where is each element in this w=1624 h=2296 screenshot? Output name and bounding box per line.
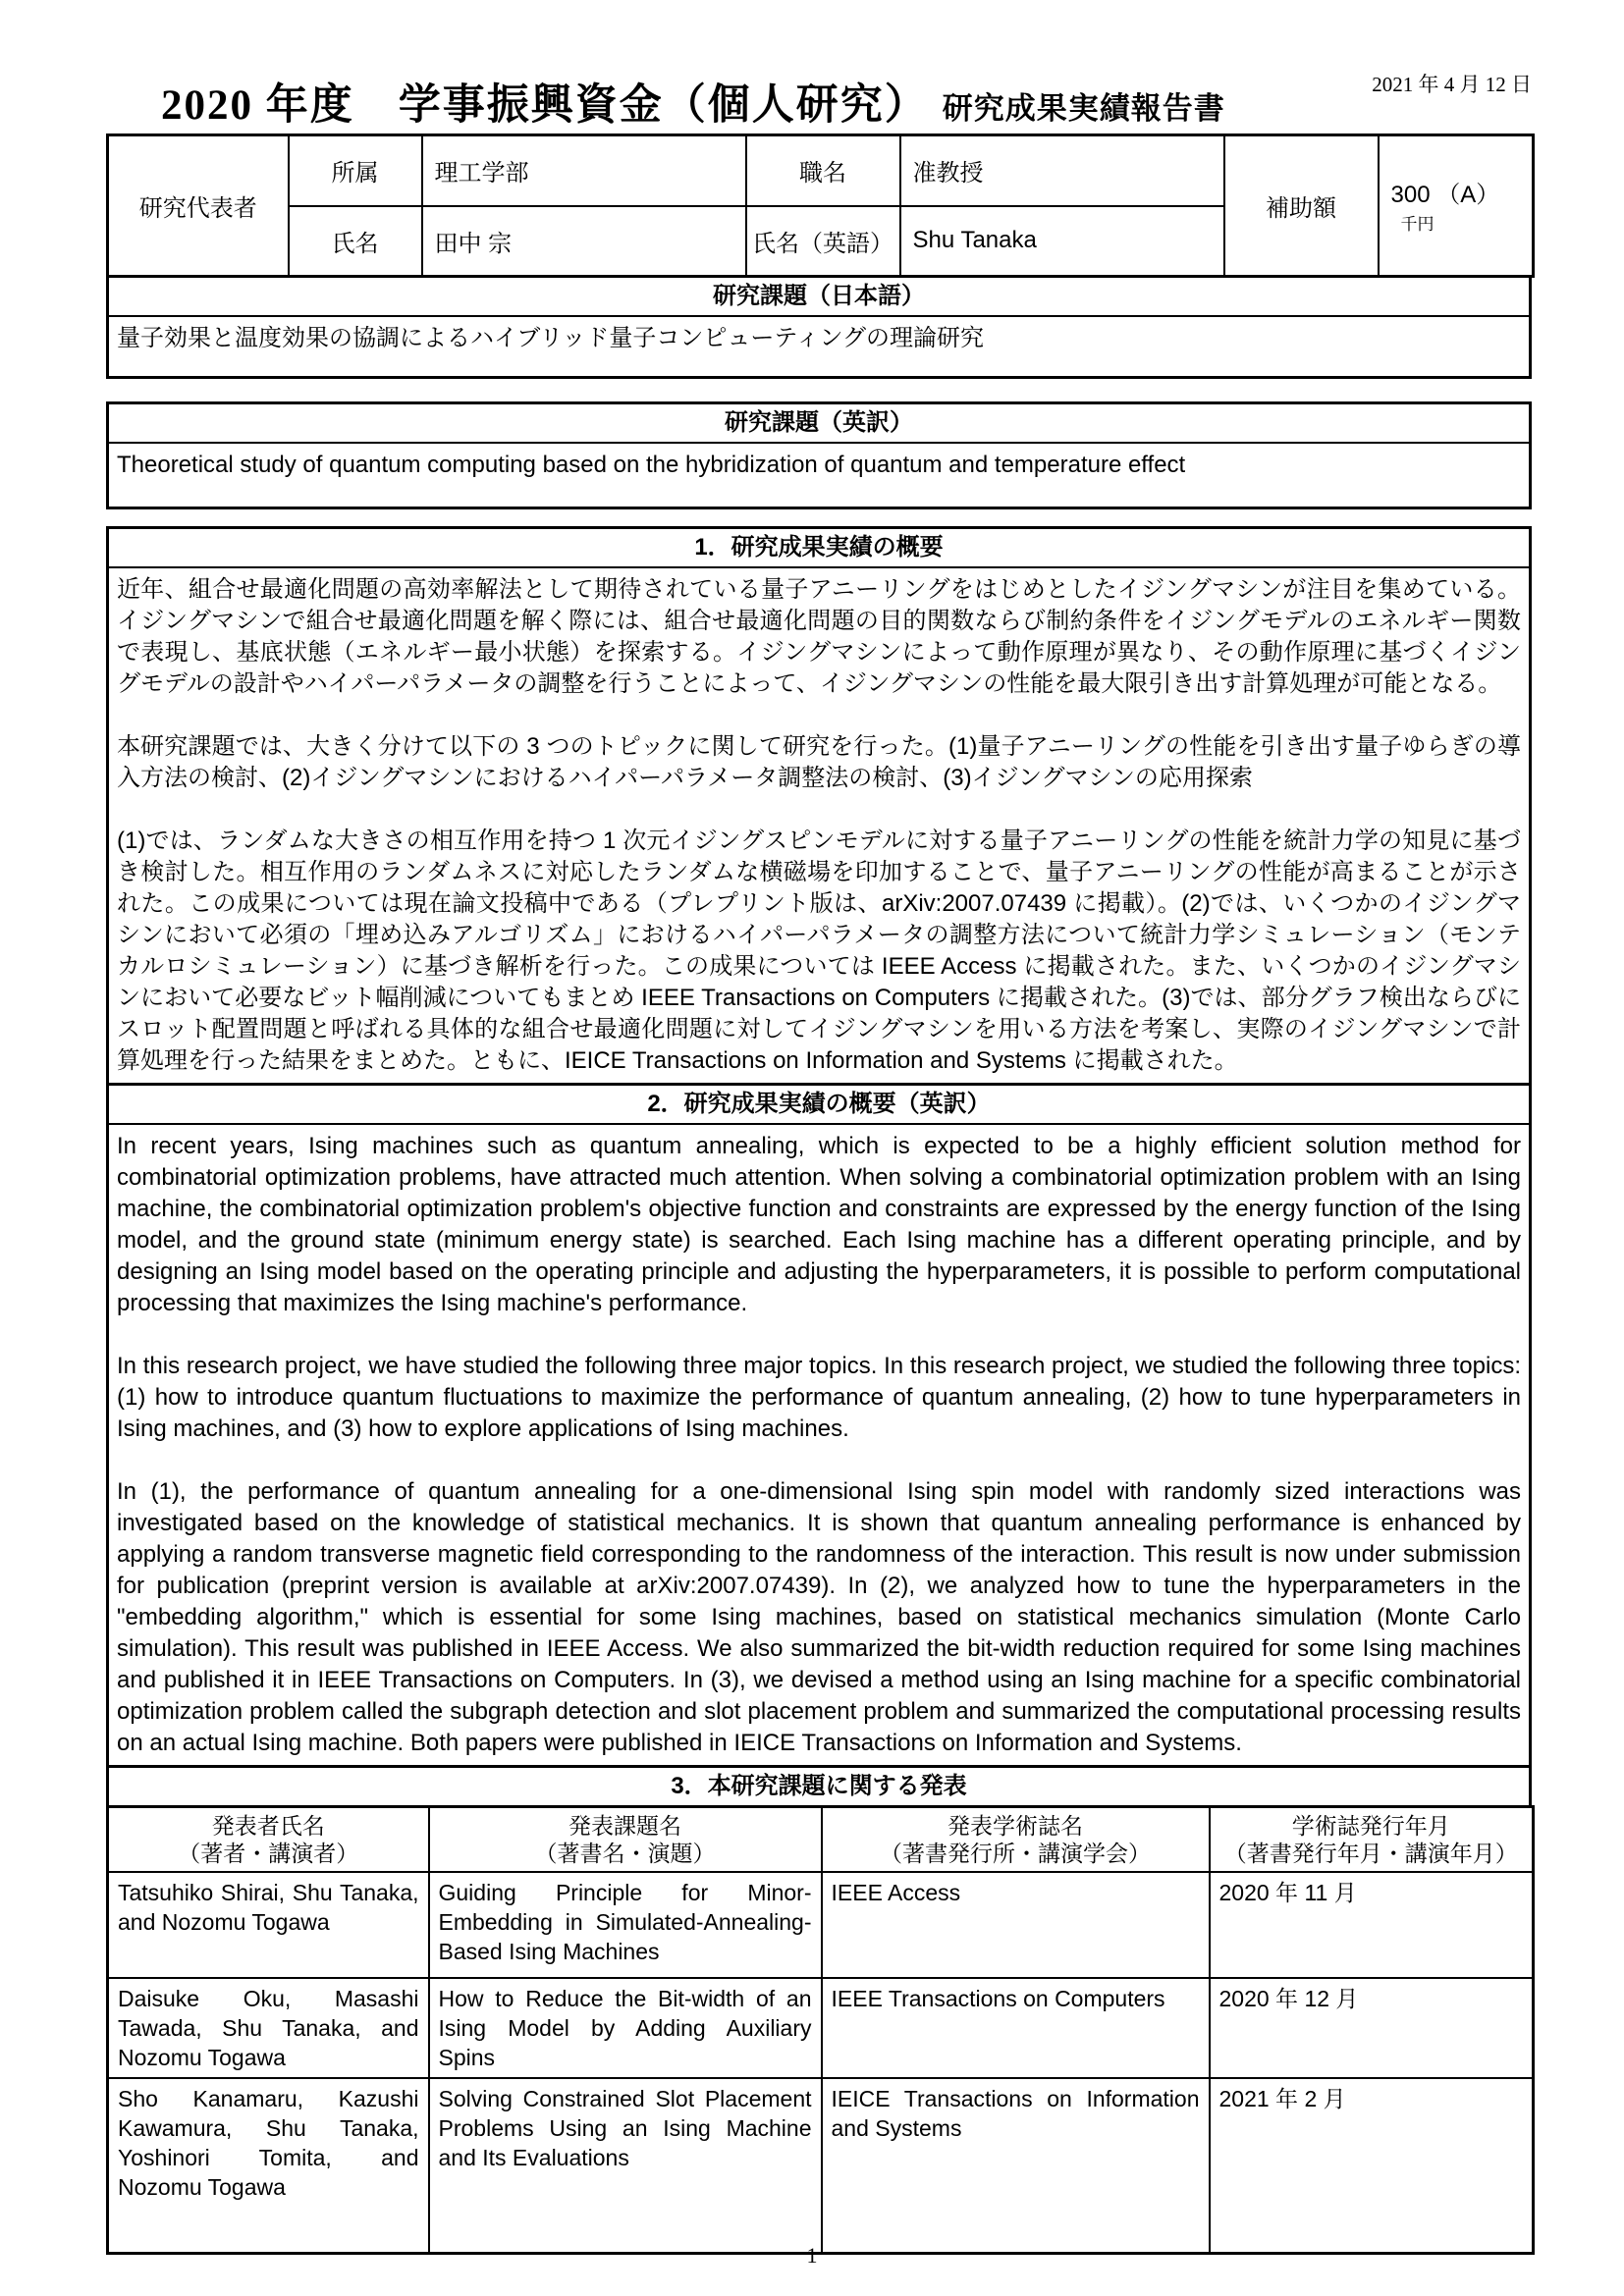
- column-header-line: 学術誌発行年月: [1291, 1813, 1450, 1839]
- column-header-line: （著書発行所・講演学会）: [880, 1841, 1151, 1866]
- publications-heading: 3．本研究課題に関する発表: [671, 1773, 967, 1799]
- section-gap: [106, 509, 1532, 526]
- topic-ja-heading: 研究課題（日本語）: [109, 278, 1529, 317]
- name-label: 氏名: [289, 206, 422, 277]
- summary-en-section: [106, 1083, 1532, 1768]
- publication-row: [108, 1978, 1534, 2078]
- journal-cell: IEEE Access: [822, 1872, 1210, 1978]
- date-cell: 2020 年 12 月: [1210, 1978, 1534, 2078]
- column-header-line: 発表課題名: [568, 1813, 681, 1839]
- summary-ja-section: [106, 526, 1532, 1086]
- column-header-line: （著書発行年月・講演年月）: [1223, 1841, 1518, 1866]
- title-cell: How to Reduce the Bit-width of an Ising Model by Adding Auxiliary Spins: [429, 1978, 822, 2078]
- paragraph: In (1), the performance of quantum annealing for a one-dimensional Ising spin model with randomly sized interactions was investigated based on the knowledge of statistical mechanics. It is shown that quantum annealing performance is enhanced by applying a random transverse magnetic field corresponding to the randomness of the interaction. This result is now under submission for publication (preprint version is available at arXiv:2007.07439). In (2), we analyzed how to tune the hyperparameters in the "embedding algorithm," which is essential for some Ising machines, based on statistical mechanics simulation (Monte Carlo simulation). This result was published in IEEE Access. We also summarized the bit-width reduction required for some Ising machines and published it in IEEE Transactions on Computers. In (3), we devised a method using an Ising machine for a specific combinatorial optimization problem called the subgraph detection and slot placement problem and summarized the computational processing results on an actual Ising machine. Both papers were published in IEICE Transactions on Information and Systems.: [117, 1478, 1521, 1756]
- summary-en-heading: 2．研究成果実績の概要（英訳）: [109, 1086, 1529, 1125]
- journal-cell: IEICE Transactions on Information and Systems: [822, 2078, 1210, 2253]
- paragraph: In this research project, we have studied the following three major topics. In this research project, we studied the following three topics: (1) how to introduce quantum fluctuations to maximize the performance of quantum annealing, (2) how to tune hyperparameters in Ising machines, and (3) how to explore applications of Ising machines.: [117, 1353, 1521, 1442]
- summary-en-body: [109, 1125, 1529, 1765]
- name-en-value: Shu Tanaka: [900, 206, 1224, 277]
- publications-header-row: [108, 1807, 1534, 1873]
- column-header-date: [1210, 1807, 1534, 1873]
- page-title: 2020 年度 学事振興資金（個人研究）: [161, 82, 929, 129]
- subsidy-value: [1379, 135, 1534, 277]
- info-row-1: [108, 135, 1534, 206]
- publication-row: [108, 2078, 1534, 2253]
- summary-ja-body: [109, 568, 1529, 1083]
- column-header-line: 発表者氏名: [211, 1813, 325, 1839]
- affiliation-value: 理工学部: [422, 135, 746, 206]
- authors-cell: Sho Kanamaru, Kazushi Kawamura, Shu Tanaka, Yoshinori Tomita, and Nozomu Togawa: [108, 2078, 429, 2253]
- paragraph: (1)では、ランダムな大きさの相互作用を持つ 1 次元イジングスピンモデルに対する量子アニーリングの性能を統計力学の知見に基づき検討した。相互作用のランダムネスに対応したランダムな横磁場を印加することで、量子アニーリングの性能が高まることが示された。この成果については現在論文投稿中である（プレプリント版は、arXiv:2007.07439 に掲載）。(2)では、いくつかのイジングマシンにおいて必須の「埋め込みアルゴリズム」におけるハイパーパラメータの調整方法について統計力学シミュレーション（モンテカルロシミュレーション）に基づき解析を行った。この成果については IEEE Access に掲載された。また、いくつかのイジングマシンにおいて必要なビット幅削減についてもまとめ IEEE Transactions on Computers に掲載された。(3)では、部分グラフ検出ならびにスロット配置問題と呼ばれる具体的な組合せ最適化問題に対してイジングマシンを用いる方法を考案し、実際のイジングマシンで計算処理を行った結果をまとめた。ともに、IEICE Transactions on Information and Systems に掲載された。: [117, 828, 1521, 1074]
- paragraph: In recent years, Ising machines such as quantum annealing, which is expected to be a highly efficient solution method for combinatorial optimization problems, have attracted much attention. When solving a combinatorial optimization problem with an Ising machine, the combinatorial optimization problem's objective function and constraints are expressed by the energy function of the Ising model, and the ground state (minimum energy state) is searched. Each Ising machine has a different operating principle, and by designing an Ising model based on the operating principle and adjusting the hyperparameters, it is possible to perform computational processing that maximizes the Ising machine's performance.: [117, 1133, 1521, 1316]
- page-number: 1: [806, 2243, 818, 2268]
- publications-table: [106, 1805, 1535, 2255]
- representative-label: 研究代表者: [108, 135, 289, 277]
- publications-section: [106, 1765, 1532, 1808]
- paragraph: 本研究課題では、大きく分けて以下の 3 つのトピックに関して研究を行った。(1)量子アニーリングの性能を引き出す量子ゆらぎの導入方法の検討、(2)イジングマシンにおけるハイパーパラメータ調整法の検討、(3)イジングマシンの応用探索: [117, 733, 1521, 791]
- summary-ja-heading: 1．研究成果実績の概要: [109, 529, 1529, 568]
- authors-cell: Daisuke Oku, Masashi Tawada, Shu Tanaka, and Nozomu Togawa: [108, 1978, 429, 2078]
- column-header-authors: [108, 1807, 429, 1873]
- name-value: 田中 宗: [422, 206, 746, 277]
- title-cell: Solving Constrained Slot Placement Problems Using an Ising Machine and Its Evaluations: [429, 2078, 822, 2253]
- page-title-block: [161, 72, 1225, 132]
- topic-ja-section: [106, 275, 1532, 379]
- position-label: 職名: [746, 135, 900, 206]
- column-header-title: [429, 1807, 822, 1873]
- publication-row: [108, 1872, 1534, 1978]
- authors-cell: Tatsuhiko Shirai, Shu Tanaka, and Nozomu Togawa: [108, 1872, 429, 1978]
- title-cell: Guiding Principle for Minor-Embedding in Simulated-Annealing-Based Ising Machines: [429, 1872, 822, 1978]
- page-header: [106, 29, 1532, 133]
- column-header-line: （著書名・演題）: [534, 1841, 716, 1866]
- column-header-line: （著者・講演者）: [178, 1841, 359, 1866]
- affiliation-label: 所属: [289, 135, 422, 206]
- journal-cell: IEEE Transactions on Computers: [822, 1978, 1210, 2078]
- subsidy-amount: 300 （A）: [1390, 182, 1500, 208]
- subsidy-unit: 千円: [1400, 215, 1435, 234]
- name-en-label: 氏名（英語）: [746, 206, 900, 277]
- topic-en-section: [106, 401, 1532, 509]
- date-cell: 2021 年 2 月: [1210, 2078, 1534, 2253]
- topic-ja-text: 量子効果と温度効果の協調によるハイブリッド量子コンピューティングの理論研究: [117, 325, 984, 351]
- page-subtitle: 研究成果実績報告書: [942, 91, 1225, 126]
- section-gap: [106, 379, 1532, 401]
- date-cell: 2020 年 11 月: [1210, 1872, 1534, 1978]
- position-value: 准教授: [900, 135, 1224, 206]
- topic-en-text: Theoretical study of quantum computing based on the hybridization of quantum and temperature effect: [117, 452, 1186, 478]
- researcher-info-table: [106, 133, 1535, 278]
- paragraph: 近年、組合せ最適化問題の高効率解法として期待されている量子アニーリングをはじめとしたイジングマシンが注目を集めている。イジングマシンで組合せ最適化問題を解く際には、組合せ最適化問題の目的関数ならび制約条件をイジングモデルのエネルギー関数で表現し、基底状態（エネルギー最小状態）を探索する。イジングマシンによって動作原理が異なり、その動作原理に基づくイジングモデルの設計やハイパーパラメータの調整を行うことによって、イジングマシンの性能を最大限引き出す計算処理が可能となる。: [117, 576, 1521, 697]
- subsidy-label: 補助額: [1224, 135, 1379, 277]
- report-date: 2021 年 4 月 12 日: [1372, 73, 1532, 96]
- topic-en-heading: 研究課題（英訳）: [109, 404, 1529, 444]
- column-header-journal: [822, 1807, 1210, 1873]
- column-header-line: 発表学術誌名: [947, 1813, 1083, 1839]
